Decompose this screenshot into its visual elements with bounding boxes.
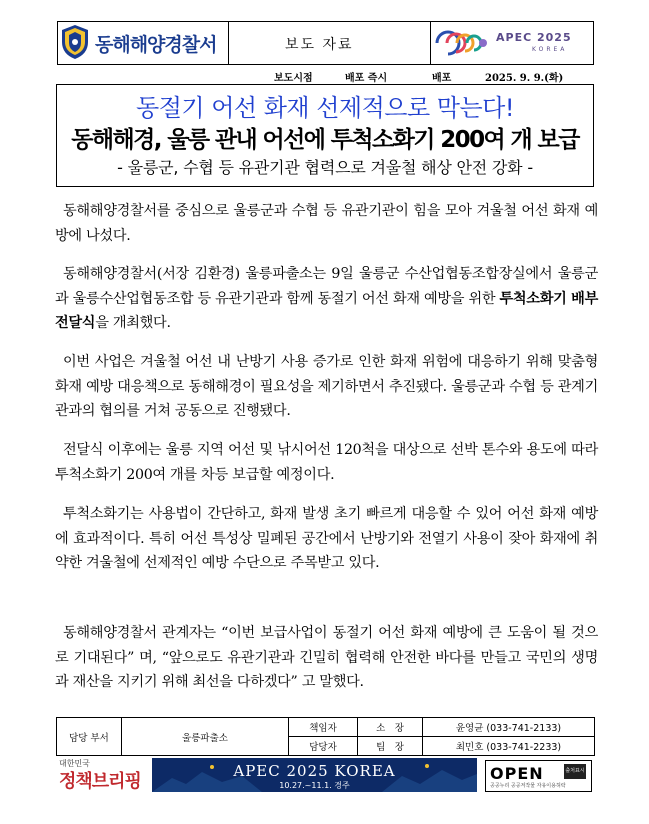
responsible-contact: 윤영균 (033-741-2133) — [423, 718, 595, 737]
paragraph-text: 을 개최했다. — [95, 315, 171, 331]
responsible-label: 책임자 — [289, 718, 358, 737]
table-row — [57, 718, 595, 737]
open-text: OPEN — [490, 764, 544, 783]
manager-title: 팀 장 — [358, 737, 423, 756]
body-paragraph-3: 이번 사업은 겨울철 어선 내 난방기 사용 증가로 인한 화재 위험에 대응하기 위해 맞춤형 화재 예방 대응책으로 동해해경이 필요성을 제기하면서 추진됐다. 울릉군과 수협 등 관계기관과의 협의를 거쳐 공동으로 진행됐다. — [55, 354, 598, 419]
apec-logo-icon — [433, 28, 491, 58]
body-paragraph-4: 전달식 이후에는 울릉 지역 어선 및 낚시어선 120척을 대상으로 선박 톤수와 용도에 따라 투척소화기 200여 개를 차등 보급할 예정이다. — [55, 442, 598, 483]
header-divider — [430, 22, 431, 64]
headline-second: 동해해경, 울릉 관내 어선에 투척소화기 200여 개 보급 — [71, 127, 579, 153]
release-date-value: 2025. 9. 9.(화) — [485, 73, 564, 84]
apec-banner — [152, 758, 477, 792]
manager-contact: 최민호 (033-741-2233) — [423, 737, 595, 756]
paragraph-bold-text: 투척소화기 배부 전달식 — [55, 290, 598, 331]
body-paragraph-2 — [55, 262, 598, 336]
org-name: 동해해양경찰서 — [95, 34, 217, 56]
apec-logo-subtext: KOREA — [532, 46, 568, 53]
apec-logo-text: APEC 2025 — [496, 31, 572, 44]
banner-date: 10.27.~11.1. 경주 — [279, 781, 350, 790]
korea-small-text: 대한민국 — [59, 759, 90, 768]
header-divider — [228, 22, 229, 64]
headline-subtitle: - 울릉군, 수협 등 유관기관 협력으로 겨울철 해상 안전 강화 - — [117, 158, 533, 177]
open-subtext: 공공누리 공공저작물 자유이용허락 — [490, 783, 566, 789]
manager-label: 담당자 — [289, 737, 358, 756]
policy-briefing-text: 정책브리핑 — [59, 771, 141, 792]
coast-guard-emblem-icon — [61, 24, 89, 60]
paragraph-text: 동해해양경찰서(서장 김환경) 울릉파출소는 9일 울릉군 수산업협동조합장실에서 울릉군과 울릉수산업협동조합 등 유관기관과 함께 동절기 어선 화재 예방을 위한 — [55, 266, 598, 307]
body-paragraph-5: 투척소화기는 사용법이 간단하고, 화재 발생 초기 빠르게 대응할 수 있어 어선 화재 예방에 효과적이다. 특히 어선 특성상 밀폐된 공간에서 난방기와 전열기 사용이 잦아 화재에 취약한 겨울철에 선제적인 예방 수단으로 주목받고 있다. — [55, 506, 598, 571]
dept-label: 담당 부서 — [57, 718, 122, 756]
release-time-label: 보도시점 — [274, 73, 313, 84]
attribution-badge: 출처표시 — [564, 764, 586, 779]
release-time-value: 배포 즉시 — [345, 73, 388, 84]
document-type: 보도 자료 — [285, 37, 354, 53]
release-date-label: 배포 — [432, 73, 452, 84]
dept-value: 울릉파출소 — [122, 718, 289, 756]
korea-policy-briefing-logo — [57, 758, 143, 792]
banner-title: APEC 2025 KOREA — [233, 762, 396, 780]
body-paragraph-1: 동해해양경찰서를 중심으로 울릉군과 수협 등 유관기관이 힘을 모아 겨울철 어선 화재 예방에 나섰다. — [55, 203, 598, 244]
responsible-title: 소 장 — [358, 718, 423, 737]
contact-table — [56, 717, 595, 756]
kogl-open-logo — [485, 760, 592, 792]
body-paragraph-6: 동해해양경찰서 관계자는 “이번 보급사업이 동절기 어선 화재 예방에 큰 도움이 될 것으로 기대된다” 며, “앞으로도 유관기관과 긴밀히 협력해 안전한 바다를 만들고 국민의 생명과 재산을 지키기 위해 최선을 다하겠다” 고 말했다. — [55, 625, 598, 690]
headline-main: 동절기 어선 화재 선제적으로 막는다! — [136, 94, 514, 122]
